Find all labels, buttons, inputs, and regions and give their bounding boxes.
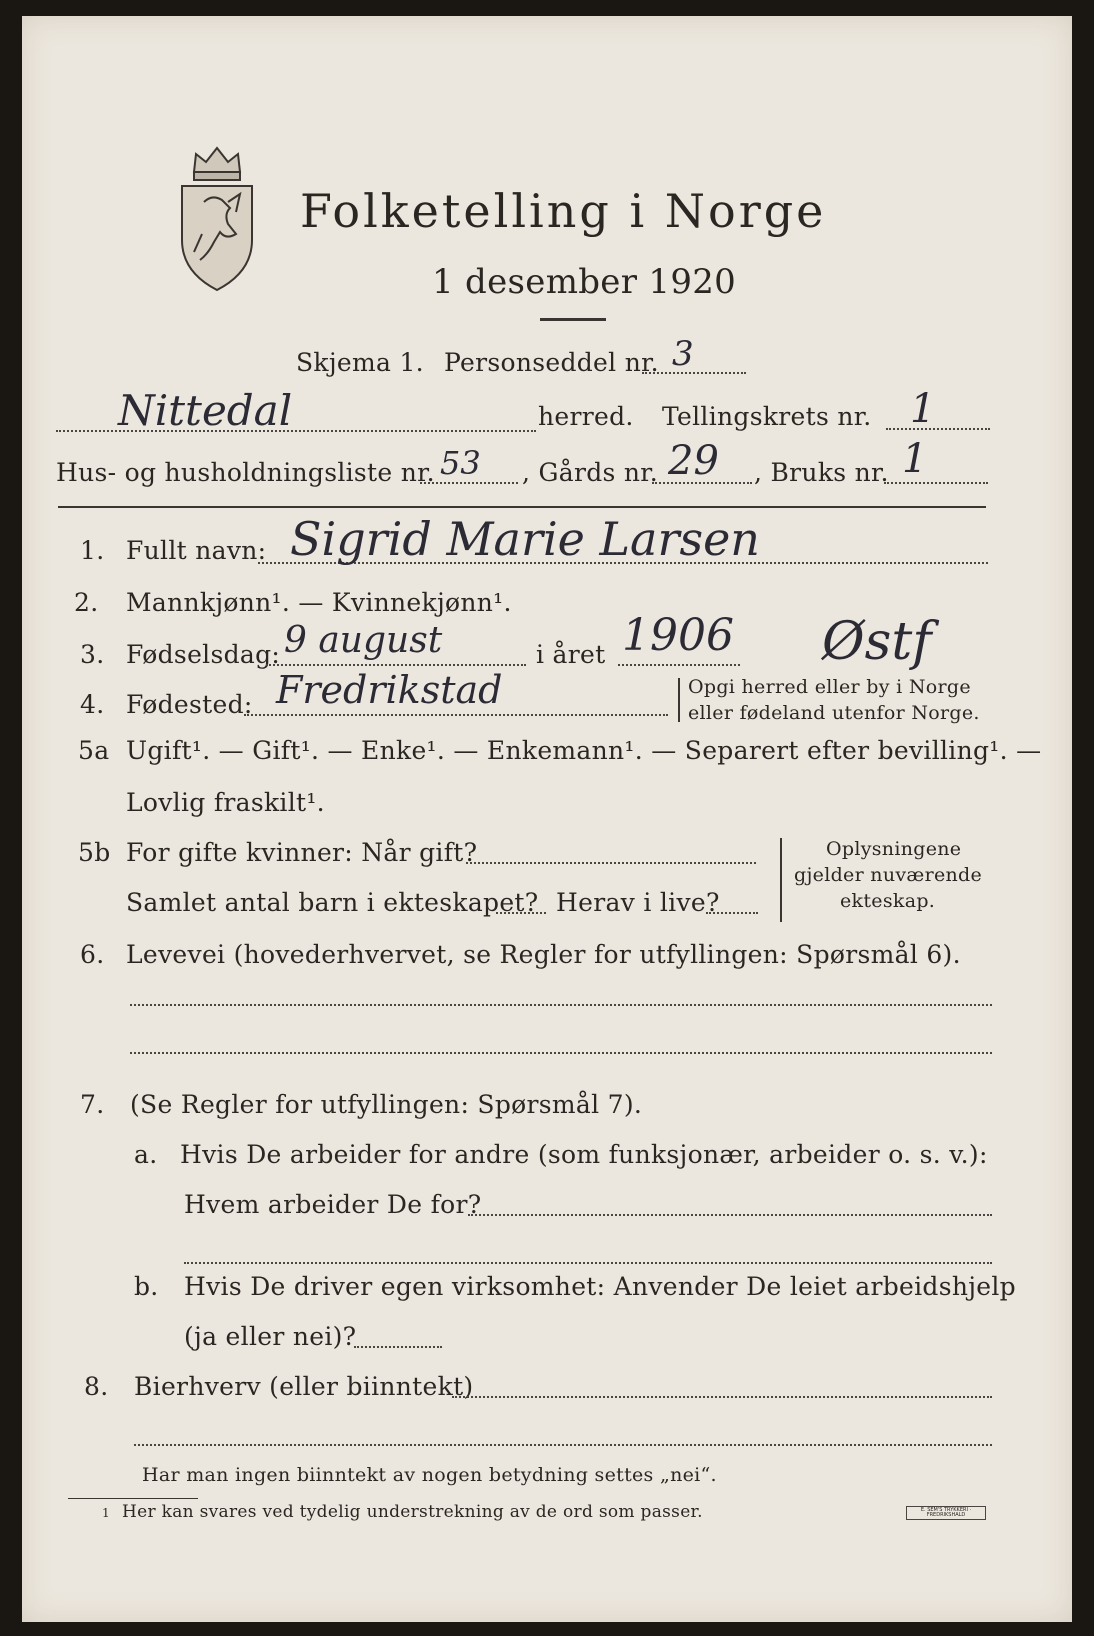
q5a-number: 5a bbox=[78, 736, 110, 765]
header-divider bbox=[58, 506, 986, 508]
q1-label: Fullt navn: bbox=[126, 536, 267, 565]
q3-year-label: i året bbox=[536, 640, 606, 669]
tellingskrets-label: Tellingskrets nr. bbox=[662, 402, 872, 431]
q3-day-field[interactable] bbox=[266, 664, 526, 666]
q3-note-value: Østf bbox=[822, 612, 932, 672]
q5a-label: Ugift¹. — Gift¹. — Enke¹. — Enkemann¹. — Separert efter bevilling¹. — bbox=[126, 736, 1042, 765]
q7a-letter: a. bbox=[134, 1140, 158, 1169]
q7b-label-cont: (ja eller nei)? bbox=[184, 1322, 357, 1351]
q4-note-bracket bbox=[678, 678, 680, 722]
census-date: 1 desember 1920 bbox=[432, 262, 737, 302]
q7-label: (Se Regler for utfyllingen: Spørsmål 7). bbox=[130, 1090, 643, 1119]
q5b-married-field[interactable] bbox=[466, 862, 756, 864]
q3-year-field[interactable] bbox=[618, 664, 740, 666]
q1-value: Sigrid Marie Larsen bbox=[290, 512, 760, 566]
gards-value: 29 bbox=[668, 438, 719, 484]
herred-value: Nittedal bbox=[118, 386, 293, 435]
norway-coat-of-arms-icon bbox=[174, 142, 260, 294]
footnote-text: Her kan svares ved tydelig understrekning av de ord som passer. bbox=[122, 1502, 703, 1522]
q4-number: 4. bbox=[80, 690, 105, 719]
q6-field-2[interactable] bbox=[130, 1052, 992, 1054]
husliste-value: 53 bbox=[440, 444, 481, 482]
bruks-value: 1 bbox=[902, 436, 928, 482]
q3-label: Fødselsdag: bbox=[126, 640, 281, 669]
q4-note-line1: Opgi herred eller by i Norge bbox=[688, 676, 971, 698]
q7a-employer-field-2[interactable] bbox=[184, 1262, 992, 1264]
q4-note-line2: eller fødeland utenfor Norge. bbox=[688, 702, 980, 724]
q5b-children-label: Samlet antal barn i ekteskapet? bbox=[126, 888, 539, 917]
q3-year-value: 1906 bbox=[622, 610, 734, 661]
q4-field[interactable] bbox=[244, 714, 668, 716]
q6-label: Levevei (hovederhvervet, se Regler for utfyllingen: Spørsmål 6). bbox=[126, 940, 961, 969]
form-title: Folketelling i Norge bbox=[300, 184, 827, 238]
q7a-label: Hvis De arbeider for andre (som funksjonær, arbeider o. s. v.): bbox=[180, 1140, 988, 1169]
q5b-note-line2: gjelder nuværende bbox=[794, 864, 983, 886]
q1-number: 1. bbox=[80, 536, 105, 565]
q8-field[interactable] bbox=[452, 1396, 992, 1398]
printer-stamp bbox=[906, 1506, 986, 1520]
q3-number: 3. bbox=[80, 640, 105, 669]
q2-label: Mannkjønn¹. — Kvinnekjønn¹. bbox=[126, 588, 512, 617]
personseddel-field[interactable] bbox=[642, 372, 746, 374]
footnote-mark: 1 bbox=[102, 1506, 110, 1520]
q8-note: Har man ingen biinntekt av nogen betydning settes „nei“. bbox=[142, 1464, 717, 1486]
skjema-label: Skjema 1. bbox=[296, 348, 424, 377]
gards-label: , Gårds nr. bbox=[522, 458, 659, 487]
q6-field-1[interactable] bbox=[130, 1004, 992, 1006]
q8-field-2[interactable] bbox=[134, 1444, 992, 1446]
personseddel-value: 3 bbox=[672, 334, 694, 374]
q4-label: Fødested: bbox=[126, 690, 253, 719]
q7a-employer-label: Hvem arbeider De for? bbox=[184, 1190, 482, 1219]
q5b-note-line1: Oplysningene bbox=[826, 838, 962, 860]
q3-day-value: 9 august bbox=[284, 620, 443, 661]
q5b-children-field[interactable] bbox=[496, 912, 546, 914]
herred-label: herred. bbox=[538, 402, 634, 431]
census-form-page bbox=[22, 16, 1072, 1622]
printer-stamp-text: E. SEM'S TRYKKERI · FREDRIKSHALD bbox=[920, 1507, 972, 1518]
q8-label: Bierhverv (eller biinntekt) bbox=[134, 1372, 474, 1401]
q5b-label: For gifte kvinner: Når gift? bbox=[126, 838, 478, 867]
q7b-label: Hvis De driver egen virksomhet: Anvender De leiet arbeidshjelp bbox=[184, 1272, 1016, 1301]
q2-number: 2. bbox=[74, 588, 99, 617]
q5b-alive-field[interactable] bbox=[706, 912, 758, 914]
tellingskrets-field[interactable] bbox=[886, 428, 990, 430]
q5b-number: 5b bbox=[78, 838, 111, 867]
q7-number: 7. bbox=[80, 1090, 105, 1119]
q7b-letter: b. bbox=[134, 1272, 159, 1301]
q6-number: 6. bbox=[80, 940, 105, 969]
q5b-alive-label: Herav i live? bbox=[556, 888, 720, 917]
q8-number: 8. bbox=[84, 1372, 109, 1401]
footnote-divider bbox=[68, 1498, 198, 1499]
q7a-employer-field[interactable] bbox=[468, 1214, 992, 1216]
q7b-field[interactable] bbox=[354, 1346, 442, 1348]
title-divider bbox=[540, 318, 606, 321]
husliste-field[interactable] bbox=[420, 482, 518, 484]
q5b-note-line3: ekteskap. bbox=[840, 890, 936, 912]
q4-value: Fredrikstad bbox=[276, 668, 503, 712]
q5a-label-cont: Lovlig fraskilt¹. bbox=[126, 788, 325, 817]
tellingskrets-value: 1 bbox=[910, 386, 936, 432]
bruks-field[interactable] bbox=[884, 482, 988, 484]
q5b-note-bracket bbox=[780, 838, 782, 922]
bruks-label: , Bruks nr. bbox=[754, 458, 889, 487]
husliste-label: Hus- og husholdningsliste nr. bbox=[56, 458, 435, 487]
personseddel-label: Personseddel nr. bbox=[444, 348, 659, 377]
